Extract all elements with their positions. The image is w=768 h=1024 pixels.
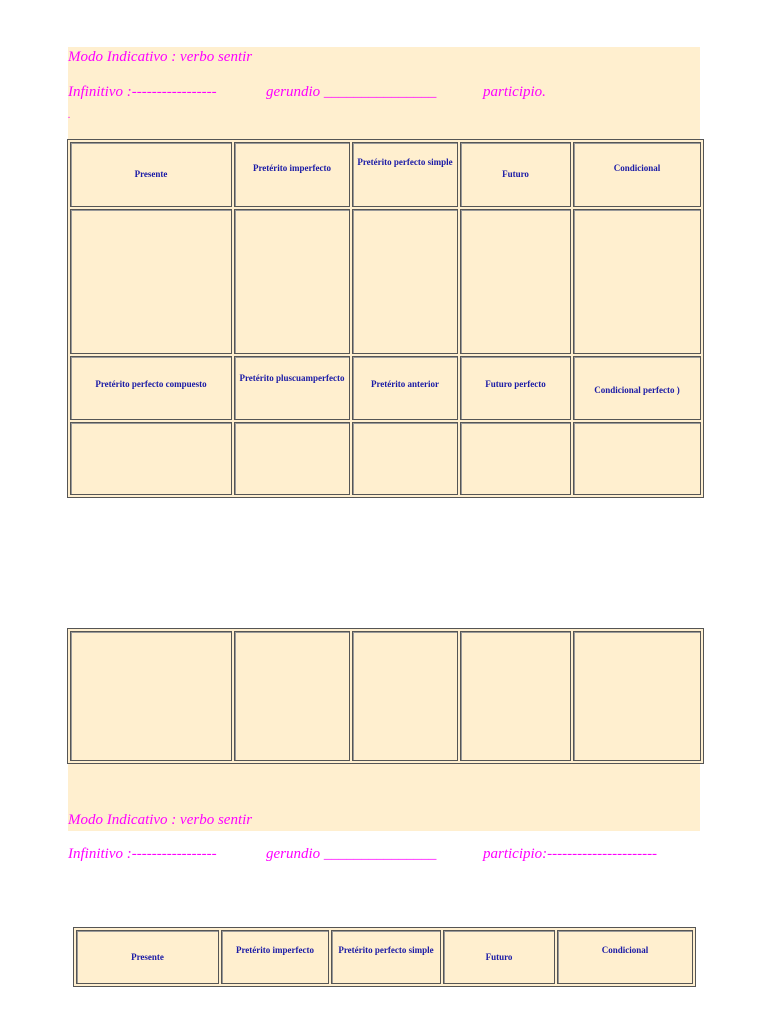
- header-condicional: Condicional: [573, 142, 701, 207]
- header-preterito-pluscuamperfecto: Pretérito pluscuamperfecto: [234, 356, 350, 420]
- answer-cell: [234, 209, 350, 355]
- section2-participio: participio:----------------------: [483, 846, 658, 862]
- answer-cell: [573, 209, 701, 355]
- answer-cell: [234, 422, 350, 495]
- section2-infinitivo: Infinitivo :-----------------: [68, 846, 217, 862]
- section1-gerundio: gerundio _______________: [266, 84, 437, 100]
- header-condicional-perfecto: Condicional perfecto ): [573, 356, 701, 420]
- section1-infinitivo: Infinitivo :-----------------: [68, 84, 217, 100]
- answer-cell: [352, 209, 458, 355]
- section2-gerundio: gerundio _______________: [266, 846, 437, 862]
- answer-cell: [352, 631, 458, 761]
- answer-cell: [70, 631, 232, 761]
- conjugation-table-2: [67, 628, 704, 764]
- header-preterito-perfecto-compuesto: Pretérito perfecto compuesto: [70, 356, 232, 420]
- answer-cell: [573, 422, 701, 495]
- section1-participio: participio.: [483, 84, 546, 100]
- header-futuro-perfecto: Futuro perfecto: [460, 356, 571, 420]
- header-condicional: Condicional: [557, 930, 693, 984]
- header-presente: Presente: [70, 142, 232, 207]
- header-preterito-perfecto-simple: Pretérito perfecto simple: [352, 142, 458, 207]
- answer-cell: [70, 422, 232, 495]
- conjugation-table-3: [73, 927, 696, 987]
- header-futuro: Futuro: [443, 930, 555, 984]
- header-preterito-imperfecto: Pretérito imperfecto: [221, 930, 329, 984]
- section1-title: Modo Indicativo : verbo sentir: [68, 49, 253, 65]
- header-preterito-imperfecto: Pretérito imperfecto: [234, 142, 350, 207]
- answer-cell: [352, 422, 458, 495]
- header-presente: Presente: [76, 930, 219, 984]
- header-preterito-anterior: Pretérito anterior: [352, 356, 458, 420]
- answer-cell: [460, 209, 571, 355]
- answer-cell: [460, 631, 571, 761]
- section1-dot: .: [68, 110, 71, 121]
- answer-cell: [573, 631, 701, 761]
- header-preterito-perfecto-simple: Pretérito perfecto simple: [331, 930, 441, 984]
- answer-cell: [70, 209, 232, 355]
- answer-cell: [234, 631, 350, 761]
- section2-title: Modo Indicativo : verbo sentir: [68, 812, 253, 828]
- answer-cell: [460, 422, 571, 495]
- header-futuro: Futuro: [460, 142, 571, 207]
- conjugation-table-1: [67, 139, 704, 498]
